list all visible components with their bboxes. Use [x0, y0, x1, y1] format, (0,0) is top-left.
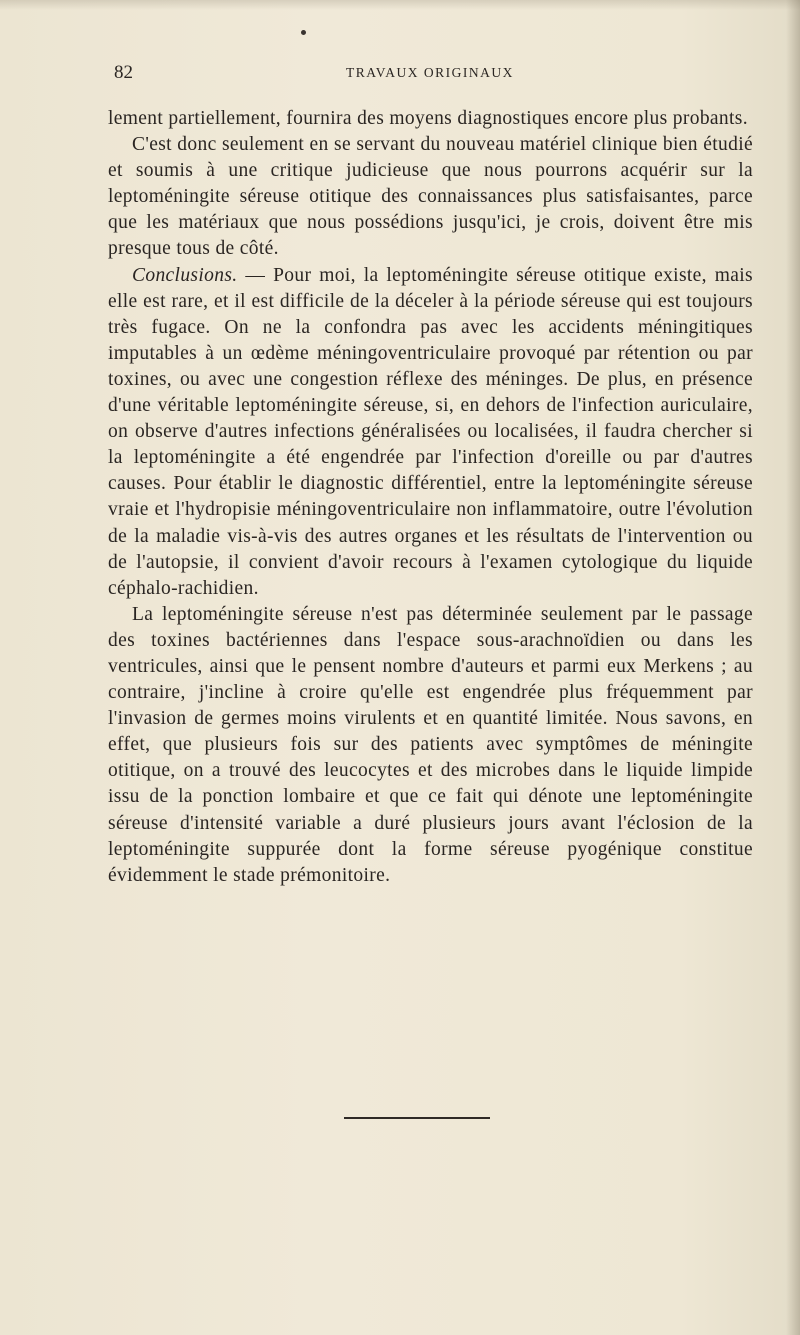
body-text	[108, 106, 753, 889]
page-number: 82	[114, 62, 133, 83]
paragraph-continuation: lement partiellement, fournira des moyens diagnostiques encore plus probants.	[108, 108, 748, 129]
running-header	[114, 62, 754, 90]
paragraph-conclusions	[108, 263, 753, 602]
section-heading-conclusions: Conclusions.	[132, 264, 238, 286]
paragraph-methodology: C'est donc seulement en se servant du nouveau matériel clinique bien étudié et soumis à une critique judicieuse que nous pourrons acquérir sur la leptoméningite séreuse otitique des connaissances plus satisfaisantes, parce que les matériaux que nous possédions jusqu'ici, je crois, doivent être mis presque tous de côté.	[108, 134, 753, 260]
page-top-shadow	[0, 0, 800, 10]
running-title: TRAVAUX ORIGINAUX	[346, 65, 514, 80]
end-rule	[344, 1117, 490, 1119]
ink-spot	[301, 30, 306, 35]
paragraph-pathogenesis: La leptoméningite séreuse n'est pas déterminée seulement par le passage des toxines bactériennes dans l'espace sous-arachnoïdien ou dans les ventricules, ainsi que le pensent nombre d'auteurs et parmi eux Merkens ; au contraire, j'incline à croire qu'elle est engendrée plus fréquemment par l'invasion de germes moins virulents et en quantité limitée. Nous savons, en effet, que plusieurs fois sur des patients avec symptômes de méningite otitique, on a trouvé des leucocytes et des microbes dans le liquide limpide issu de la ponction lombaire et que ce fait qui dénote une leptoméningite séreuse d'intensité variable a duré plusieurs jours avant l'éclosion de la leptoméningite suppurée dont la forme séreuse pyogénique constitue évidemment le stade prémonitoire.	[108, 603, 753, 886]
page-edge-shadow	[786, 0, 800, 1335]
conclusions-text: — Pour moi, la leptoméningite séreuse otitique existe, mais elle est rare, et il est difficile de la déceler à la période séreuse qui est toujours très fugace. On ne la confondra pas avec les accidents méningitiques imputables à un œdème méningoventriculaire provoqué par rétention ou par toxines, ou avec une congestion réflexe des méninges. De plus, en présence d'une véritable leptoméningite séreuse, si, en dehors de l'infection auriculaire, on observe d'autres infections généralisées ou localisées, il faudra chercher si la leptoméningite a été engendrée par l'infection d'oreille ou par d'autres causes. Pour établir le diagnostic différentiel, entre la leptoméningite séreuse vraie et l'hydropisie méningoventriculaire non inflammatoire, outre l'évolution de la maladie vis-à-vis des autres organes et les résultats de l'intervention ou de l'autopsie, il convient d'avoir recours à l'examen cytologique du liquide céphalo-rachidien.	[108, 264, 753, 599]
